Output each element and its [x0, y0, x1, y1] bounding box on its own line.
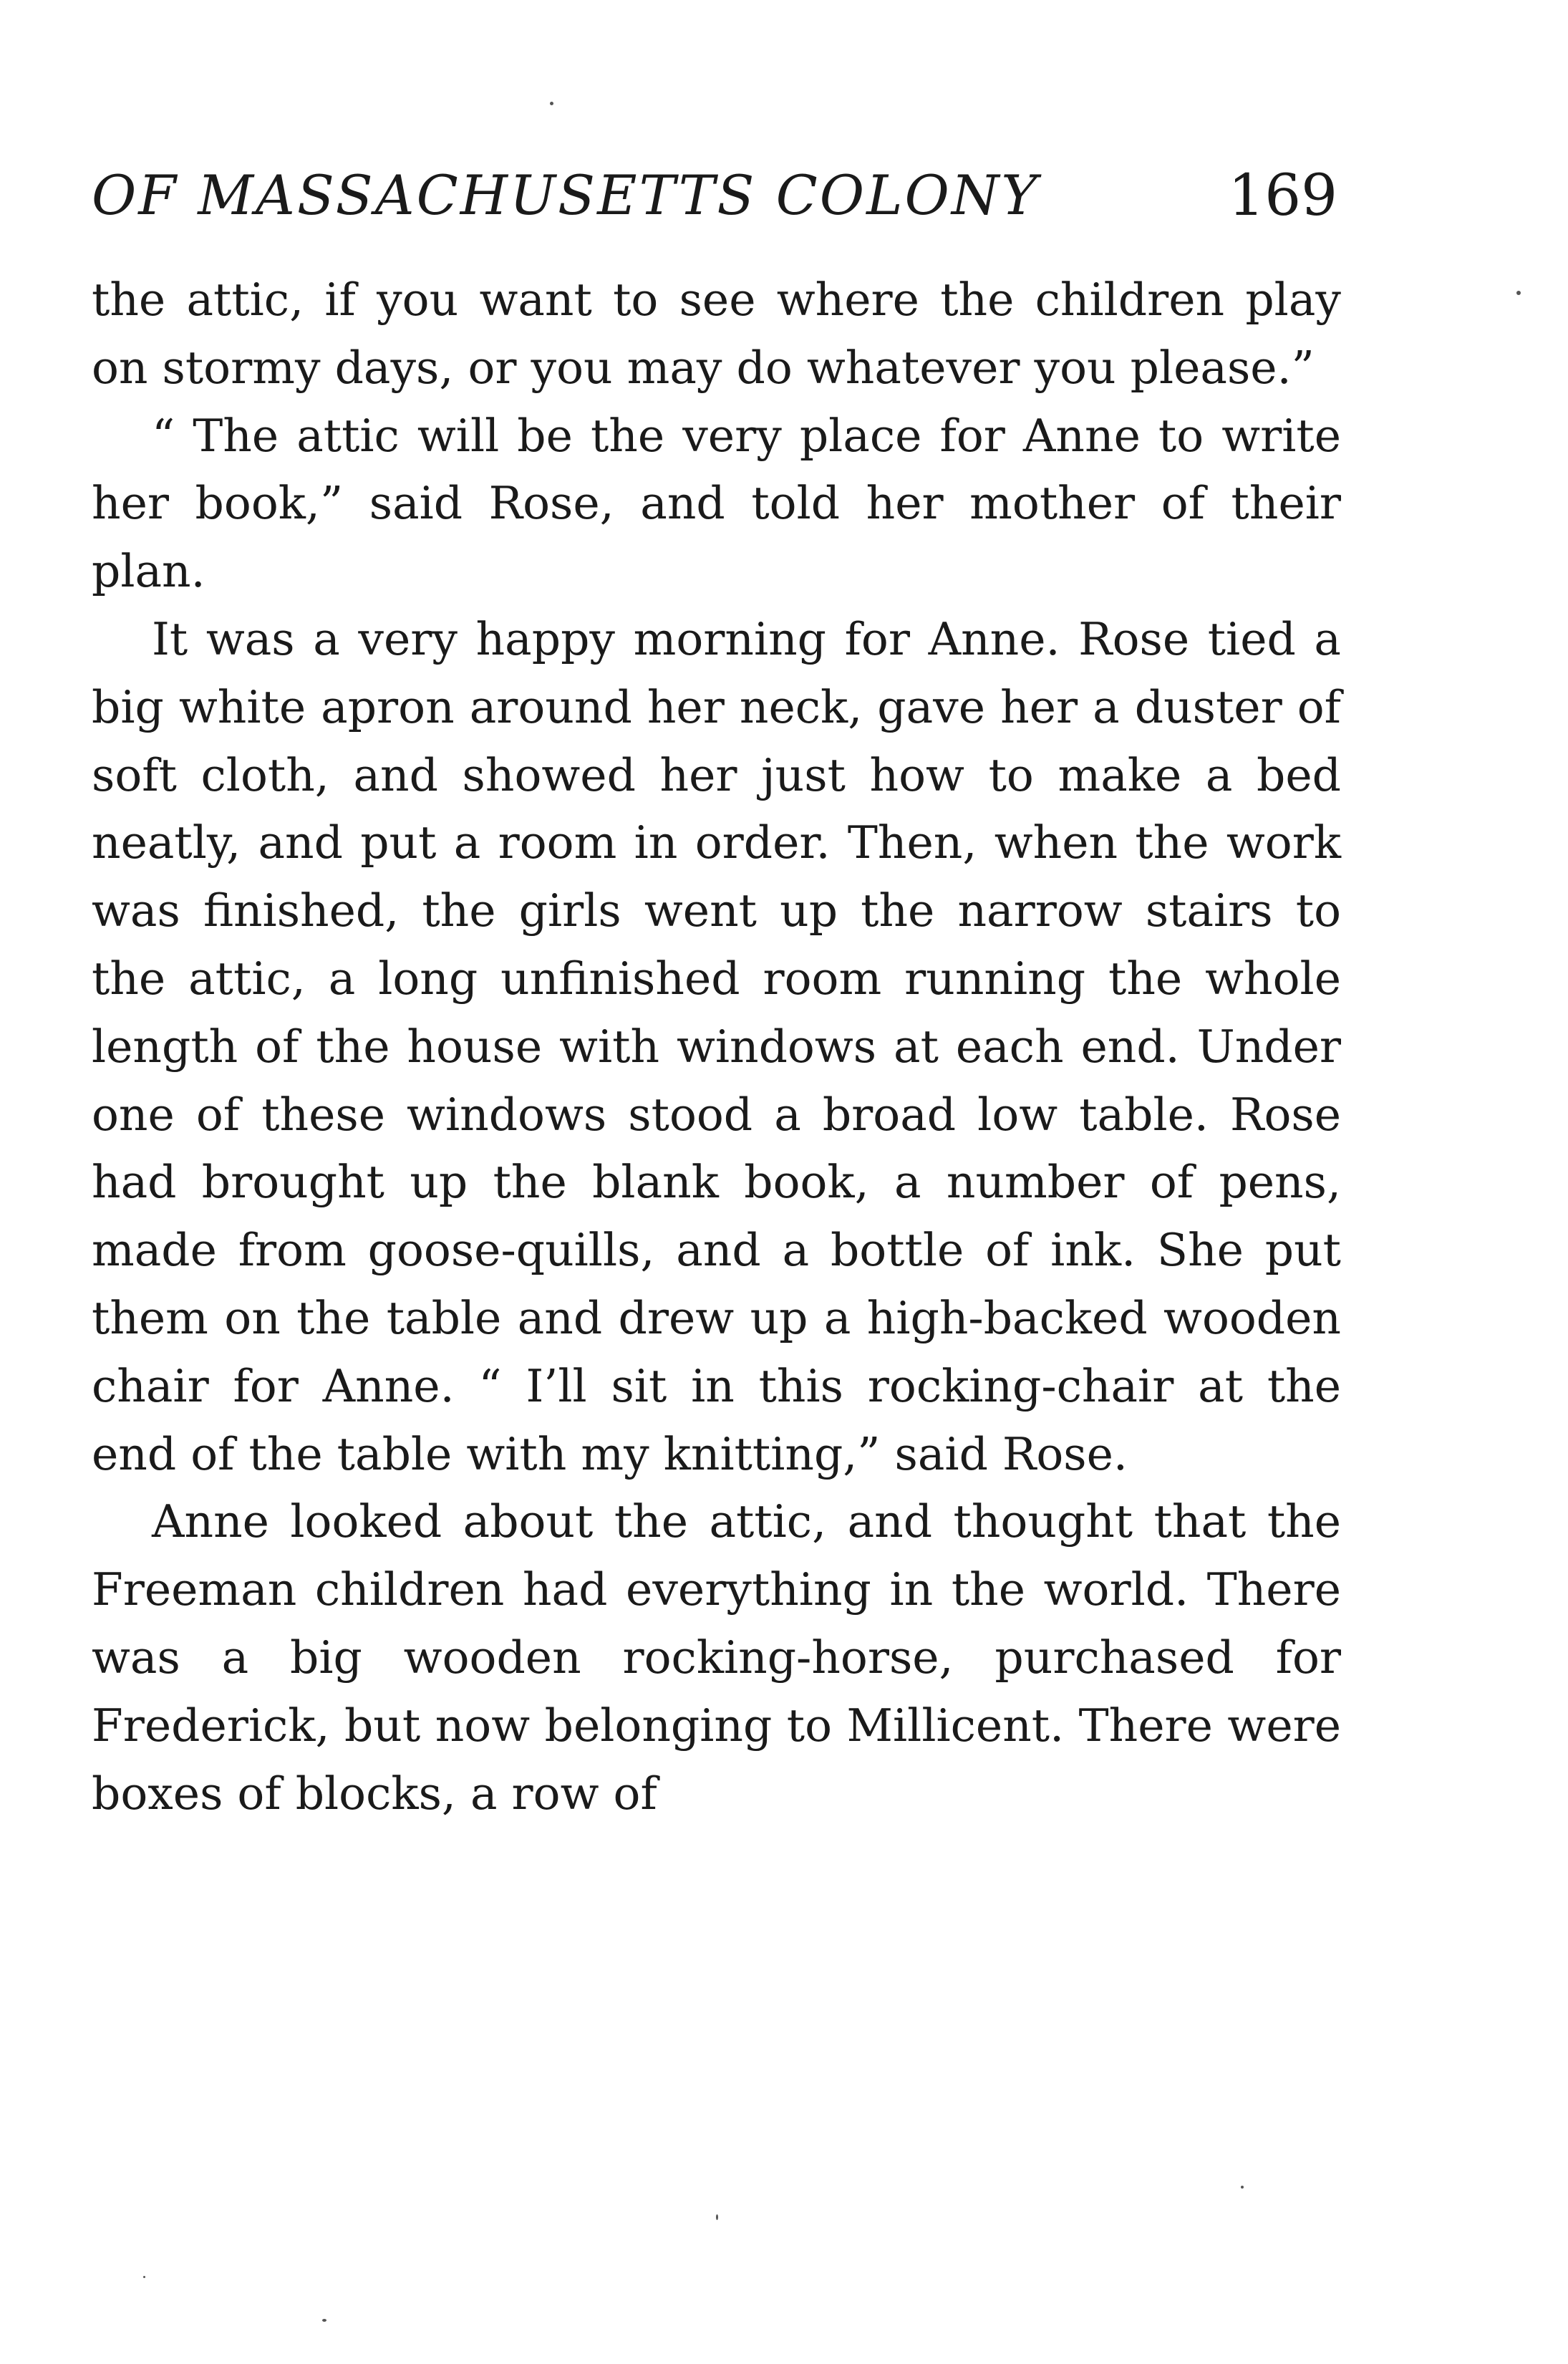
paragraph: It was a very happy morning for Anne. Rose tied a big white apron around her neck, gave her a duster of soft cloth, and showed her just how to make a bed neatly, and put a room in order. Then, when the work was finished, the girls went up the narrow stairs to the attic, a long unfinished room running the whole length of the house with windows at each end. Under one of these windows stood a broad low table. Rose had brought up the blank book, a number of pens, made from goose-quills, and a bottle of ink. She put them on the table and drew up a high-backed wooden chair for Anne. “ I’ll sit in this rocking-chair at the end of the table with my knitting,” said Rose.: [92, 612, 1341, 1480]
speck: [550, 102, 553, 105]
speck: [1516, 291, 1521, 295]
running-header: [92, 156, 1337, 235]
running-title: OF MASSACHUSETTS COLONY: [92, 163, 1040, 227]
speck: [322, 2319, 326, 2322]
speck: [1241, 2186, 1244, 2189]
paragraph: “ The attic will be the very place for Anne to write her book,” said Rose, and told her mother of their plan.: [92, 409, 1341, 598]
body-text: [92, 266, 1341, 1828]
page-number: 169: [1228, 162, 1337, 228]
paragraph: Anne looked about the attic, and thought that the Freeman children had everything in the world. There was a big wooden rocking-horse, purchased for Frederick, but now belonging to Millicent. There were boxes of blocks, a row of: [92, 1495, 1341, 1820]
speck: [143, 2276, 145, 2278]
speck: [716, 2214, 718, 2220]
paragraph-continuation: the attic, if you want to see where the children play on stormy days, or you may do whatever you please.”: [92, 274, 1341, 394]
